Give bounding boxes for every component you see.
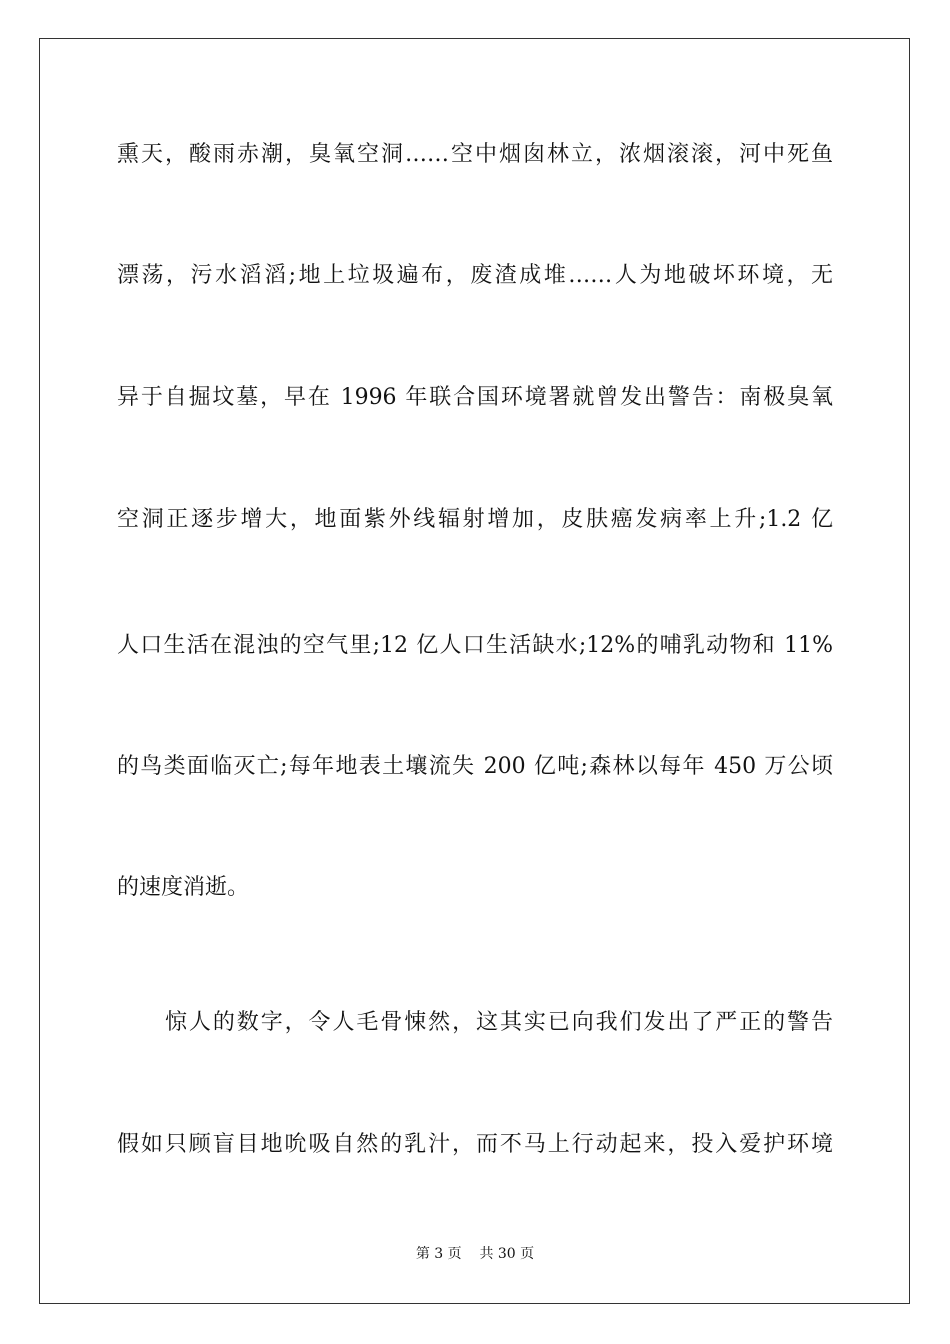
text-line-3: 异于自掘坟墓，早在 1996 年联合国环境署就曾发出警告：南极臭氧: [117, 385, 833, 410]
text-line-5: 人口生活在混浊的空气里;12 亿人口生活缺水;12%的哺乳动物和 11%: [117, 633, 833, 658]
text-line-4: 空洞正逐步增大，地面紫外线辐射增加，皮肤癌发病率上升;1.2 亿: [117, 507, 833, 532]
page-number: 第 3 页: [415, 1246, 462, 1262]
text-line-6: 的鸟类面临灭亡;每年地表土壤流失 200 亿吨;森林以每年 450 万公顷: [117, 754, 833, 779]
page-total: 共 30 页: [479, 1246, 535, 1262]
text-line-7: 的速度消逝。: [117, 875, 250, 900]
text-line-8: 惊人的数字，令人毛骨悚然，这其实已向我们发出了严正的警告: [165, 1010, 833, 1035]
page-border: [39, 38, 910, 1304]
text-line-2: 漂荡，污水滔滔;地上垃圾遍布，废渣成堆……人为地破坏环境，无: [117, 263, 833, 288]
page-footer: [0, 1244, 950, 1264]
text-line-9: 假如只顾盲目地吮吸自然的乳汁，而不马上行动起来，投入爱护环境: [117, 1132, 833, 1157]
text-line-1: 熏天，酸雨赤潮，臭氧空洞……空中烟囱林立，浓烟滚滚，河中死鱼: [117, 142, 833, 167]
